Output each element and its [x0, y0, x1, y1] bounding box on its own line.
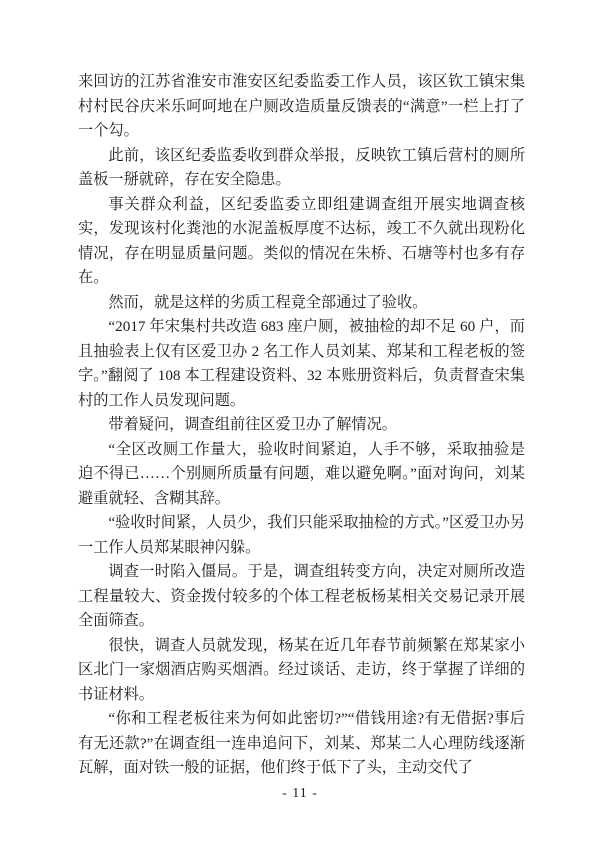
paragraph: “你和工程老板往来为何如此密切?”“借钱用途?有无借据?事后有无还款?”在调查组一连串追问下，刘某、郑某二人心理防线逐渐瓦解，面对铁一般的证据，他们终于低下了头，主动交代了 [78, 710, 525, 776]
paragraph: “验收时间紧，人员少，我们只能采取抽检的方式。”区爱卫办另一工作人员郑某眼神闪躲。 [78, 514, 525, 556]
paragraph: “全区改厕工作量大，验收时间紧迫，人手不够，采取抽验是迫不得已……个别厕所质量有问题，难以避免啊。”面对询问，刘某避重就轻、含糊其辞。 [78, 440, 525, 507]
paragraph: 事关群众利益，区纪委监委立即组建调查组开展实地调查核实，发现该村化粪池的水泥盖板厚度不达标，竣工不久就出现粉化情况，存在明显质量问题。类似的情况在朱桥、石塘等村也多有存在。 [78, 195, 525, 286]
page-number: - 11 - [282, 786, 318, 801]
paragraph: “2017 年宋集村共改造 683 座户厕，被抽检的却不足 60 户，而且抽验表上仅有区爱卫办 2 名工作人员刘某、郑某和工程老板的签字。”翻阅了 108 本工程建设资料、32 本账册资料后，负责督查宋集村的工作人员发现问题。 [78, 318, 525, 409]
paragraph: 调查一时陷入僵局。于是，调查组转变方向，决定对厕所改造工程量较大、资金拨付较多的个体工程老板杨某相关交易记录开展全面筛查。 [78, 563, 525, 629]
paragraph: 很快，调查人员就发现，杨某在近几年春节前频繁在郑某家小区北门一家烟酒店购买烟酒。经过谈话、走访，终于掌握了详细的书证材料。 [78, 636, 525, 703]
paragraph: 此前，该区纪委监委收到群众举报，反映钦工镇后营村的厕所盖板一掰就碎，存在安全隐患。 [78, 146, 525, 188]
page-body-text [78, 70, 525, 781]
paragraph: 来回访的江苏省淮安市淮安区纪委监委工作人员，该区钦工镇宋集村村民谷庆米乐呵呵地在户厕改造质量反馈表的“满意”一栏上打了一个勾。 [78, 73, 525, 139]
paragraph: 然而，就是这样的劣质工程竟全部通过了验收。 [108, 293, 428, 311]
paragraph: 带着疑问，调查组前往区爱卫办了解情况。 [108, 416, 397, 433]
